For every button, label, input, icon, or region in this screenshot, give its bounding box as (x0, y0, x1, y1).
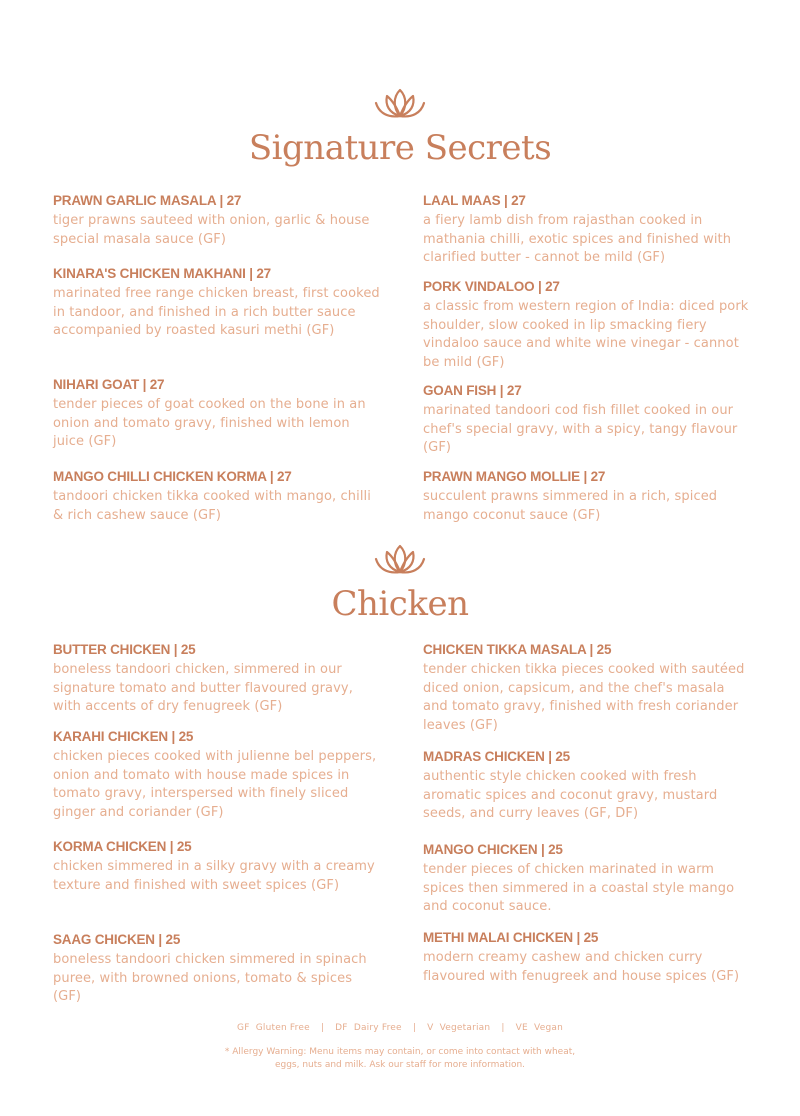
item-description: tender pieces of goat cooked on the bone in an onion and tomato gravy, finished with lemon juice (GF) (53, 397, 366, 450)
legend-label: Vegetarian (439, 1023, 491, 1033)
item-name: GOAN FISH | 27 (423, 383, 522, 398)
menu-item (53, 838, 383, 895)
legend-code: GF (237, 1023, 250, 1033)
item-name: METHI MALAI CHICKEN | 25 (423, 930, 599, 945)
allergy-warning (0, 1046, 800, 1072)
menu-item (53, 265, 383, 341)
legend-code: DF (335, 1023, 348, 1033)
menu-item (53, 192, 383, 249)
item-name: PORK VINDALOO | 27 (423, 279, 560, 294)
legend-label: Dairy Free (353, 1023, 402, 1033)
section-title-signature-secrets: Signature Secrets (248, 128, 552, 168)
item-name: CHICKEN TIKKA MASALA | 25 (423, 642, 612, 657)
menu-item (53, 376, 383, 452)
menu-item (423, 192, 753, 268)
item-name: KINARA'S CHICKEN MAKHANI | 27 (53, 266, 271, 281)
item-name: MANGO CHICKEN | 25 (423, 842, 563, 857)
lotus-icon (373, 542, 427, 582)
item-description: marinated free range chicken breast, first cooked in tandoor, and finished in a rich butter sauce accompanied by roasted kasuri methi (GF) (53, 286, 380, 339)
menu-item (423, 382, 753, 458)
item-description: marinated tandoori cod fish fillet cooked in our chef's special gravy, with a spicy, tangy flavour (GF) (423, 403, 738, 456)
legend-separator: | (320, 1023, 325, 1033)
menu-item (423, 841, 753, 917)
menu-item (423, 468, 753, 525)
menu-item (423, 278, 753, 372)
menu-item (53, 931, 383, 1007)
item-description: tiger prawns sauteed with onion, garlic & house special masala sauce (GF) (53, 213, 370, 247)
item-description: chicken pieces cooked with julienne bel peppers, onion and tomato with house made spices in tomato gravy, interspersed with finely sliced ginger and coriander (GF) (53, 749, 377, 820)
item-description: a classic from western region of India: diced pork shoulder, slow cooked in lip smacking fiery vindaloo sauce and white wine vinegar - cannot be mild (GF) (423, 299, 749, 370)
item-description: tender pieces of chicken marinated in warm spices then simmered in a coastal style mango and coconut sauce. (423, 862, 735, 915)
legend-label: Vegan (534, 1023, 563, 1033)
item-name: MANGO CHILLI CHICKEN KORMA | 27 (53, 469, 292, 484)
item-name: SAAG CHICKEN | 25 (53, 932, 181, 947)
item-name: BUTTER CHICKEN | 25 (53, 642, 196, 657)
allergy-line: eggs, nuts and milk. Ask our staff for more information. (274, 1060, 526, 1070)
legend-code: V (427, 1023, 434, 1033)
legend-separator: | (501, 1023, 505, 1033)
item-name: PRAWN MANGO MOLLIE | 27 (423, 469, 606, 484)
allergy-line: * Allergy Warning: Menu items may contain, or come into contact with wheat, (224, 1047, 576, 1057)
item-name: PRAWN GARLIC MASALA | 27 (53, 193, 242, 208)
item-description: boneless tandoori chicken, simmered in our signature tomato and butter flavoured gravy, with accents of dry fenugreek (GF) (53, 662, 353, 715)
menu-item (53, 468, 383, 525)
dietary-legend (0, 1023, 800, 1033)
item-description: tandoori chicken tikka cooked with mango, chilli & rich cashew sauce (GF) (53, 489, 371, 523)
legend-code: VE (515, 1023, 528, 1033)
item-description: authentic style chicken cooked with fresh aromatic spices and coconut gravy, mustard seeds, and curry leaves (GF, DF) (423, 769, 718, 822)
menu-item (423, 929, 753, 986)
item-description: modern creamy cashew and chicken curry flavoured with fenugreek and house spices (GF) (423, 950, 740, 984)
item-name: KORMA CHICKEN | 25 (53, 839, 192, 854)
menu-item (423, 748, 753, 824)
legend-label: Gluten Free (255, 1023, 310, 1033)
item-description: boneless tandoori chicken simmered in spinach puree, with browned onions, tomato & spices (GF) (53, 952, 367, 1005)
section-title-chicken: Chicken (331, 584, 469, 624)
item-description: succulent prawns simmered in a rich, spiced mango coconut sauce (GF) (423, 489, 718, 523)
item-name: KARAHI CHICKEN | 25 (53, 729, 194, 744)
item-description: tender chicken tikka pieces cooked with sautéed diced onion, capsicum, and the chef's masala and tomato gravy, finished with fresh coriander leaves (GF) (423, 662, 745, 733)
menu-item (53, 728, 383, 822)
lotus-icon (373, 86, 427, 126)
item-name: MADRAS CHICKEN | 25 (423, 749, 570, 764)
menu-item (423, 641, 753, 735)
item-description: chicken simmered in a silky gravy with a creamy texture and finished with sweet spices (GF) (53, 859, 375, 893)
menu-item (53, 641, 383, 717)
legend-separator: | (412, 1023, 417, 1033)
item-description: a fiery lamb dish from rajasthan cooked in mathania chilli, exotic spices and finished with clarified butter - cannot be mild (GF) (423, 213, 732, 266)
item-name: NIHARI GOAT | 27 (53, 377, 165, 392)
item-name: LAAL MAAS | 27 (423, 193, 526, 208)
